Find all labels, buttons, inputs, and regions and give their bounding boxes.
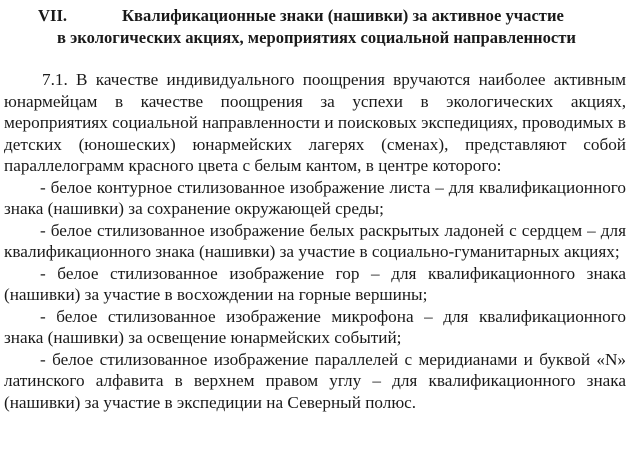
paragraph-item-microphone: - белое стилизованное изображение микрофона – для квалификационного знака (нашивки) за освещение юнармейских событий; [4, 306, 626, 347]
paragraph-item-north-pole: - белое стилизованное изображение параллелей с меридианами и буквой «N» латинского алфавита в верхнем правом углу – для квалификационного знака (нашивки) за участие в экспедиции на Северный полюс. [4, 349, 626, 412]
paragraph-item-palms: - белое стилизованное изображение белых раскрытых ладоней с сердцем – для квалификационного знака (нашивки) за участие в социально-гуманитарных акциях; [4, 220, 626, 261]
section-title-line-2: в экологических акциях, мероприятиях социальной направленности [57, 28, 576, 47]
paragraph-item-leaf: - белое контурное стилизованное изображение листа – для квалификационного знака (нашивки) за сохранение окружающей среды; [4, 177, 626, 218]
paragraph-item-mountains: - белое стилизованное изображение гор – для квалификационного знака (нашивки) за участие в восхождении на горные вершины; [4, 263, 626, 304]
section-title-line-1: Квалификационные знаки (нашивки) за активное участие [122, 6, 564, 25]
paragraph-intro: 7.1. В качестве индивидуального поощрения вручаются наиболее активным юнармейцам в качестве поощрения за успехи в экологических акциях, мероприятиях социальной направленности и поисковых экспедициях, проводимых в детских (юношеских) юнармейских лагерях (сменах), представляют собой параллелограмм красного цвета с белым кантом, в центре которого: [4, 70, 626, 175]
section-body [4, 69, 626, 413]
section-number: VII. [38, 6, 68, 25]
